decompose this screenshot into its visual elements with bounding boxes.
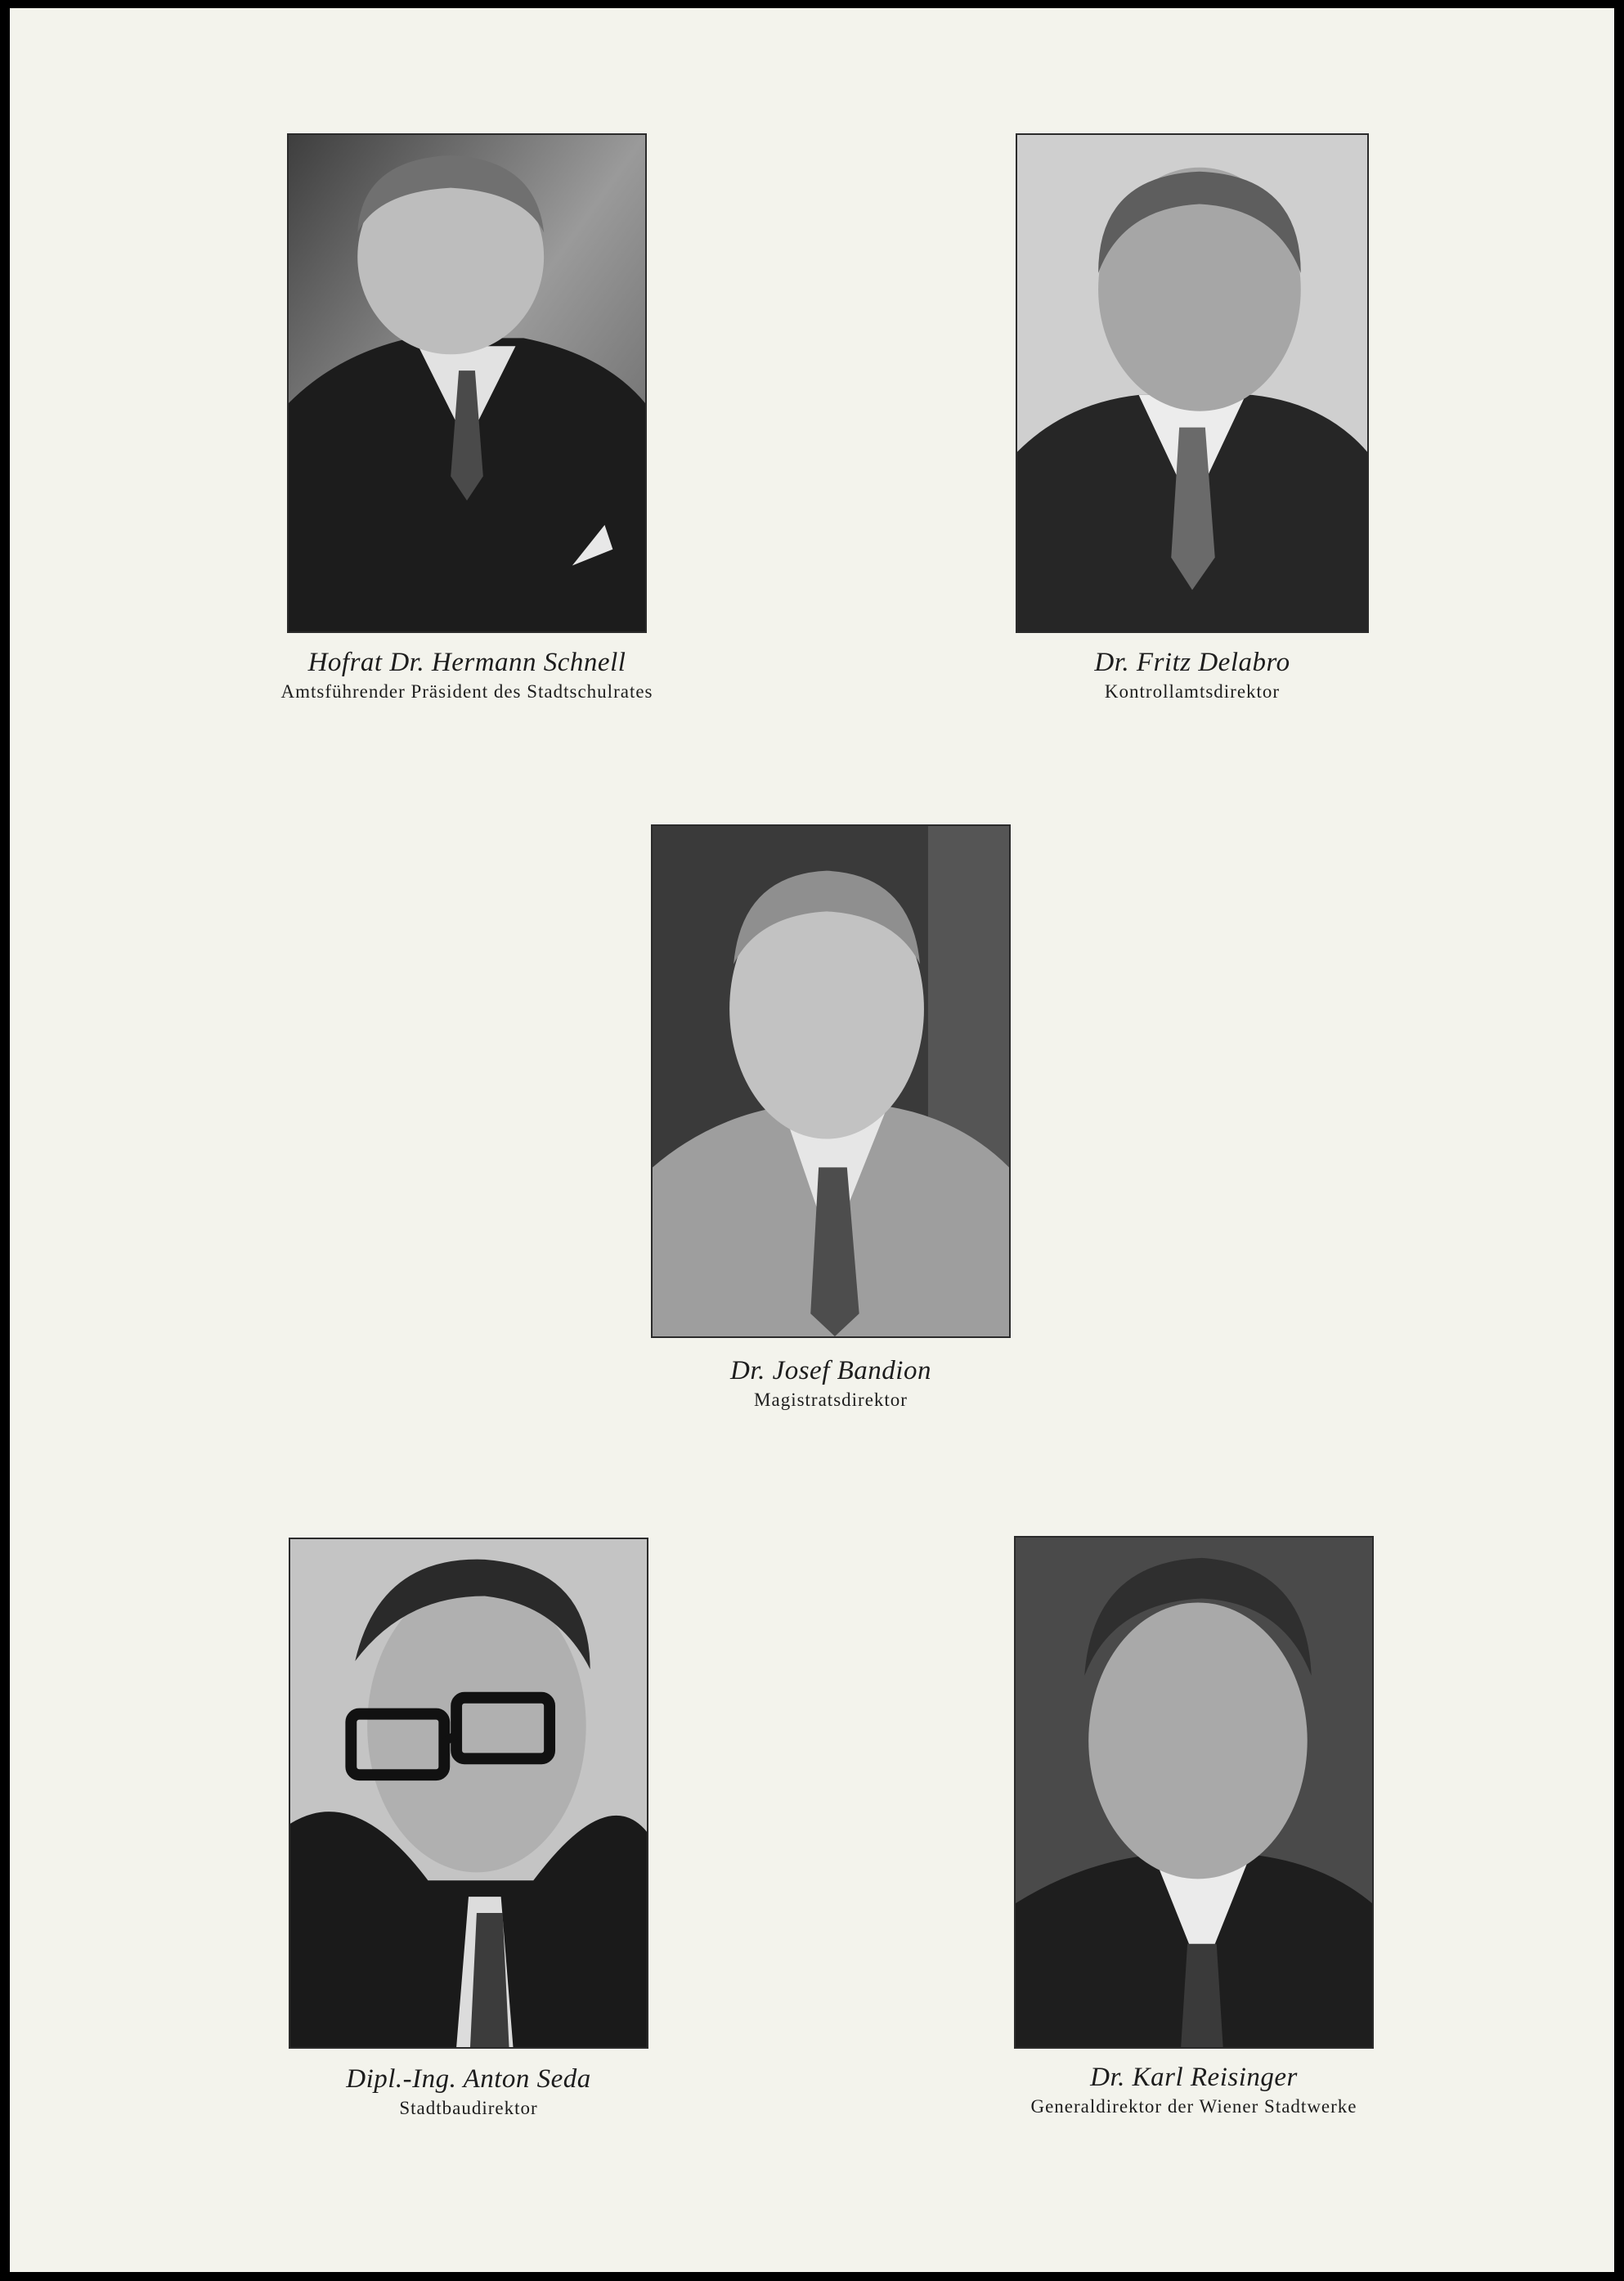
person-name: Dr. Fritz Delabro (1094, 648, 1290, 677)
portrait-photo-delabro (1016, 133, 1369, 633)
portrait-photo-reisinger (1014, 1536, 1374, 2049)
caption-schnell (222, 646, 712, 705)
caption-delabro (947, 646, 1438, 705)
person-title: Amtsführender Präsident des Stadtschulrates (280, 681, 653, 702)
caption-reisinger (949, 2061, 1439, 2120)
caption-seda (223, 2063, 714, 2122)
person-title: Generaldirektor der Wiener Stadtwerke (1030, 2096, 1357, 2117)
person-name: Hofrat Dr. Hermann Schnell (307, 648, 626, 677)
caption-bandion (585, 1354, 1076, 1413)
portrait-photo-bandion (651, 824, 1011, 1338)
person-title: Stadtbaudirektor (399, 2098, 538, 2118)
portrait-photo-schnell (287, 133, 647, 633)
person-title: Magistratsdirektor (754, 1390, 908, 1410)
person-title: Kontrollamtsdirektor (1104, 681, 1281, 702)
person-name: Dr. Josef Bandion (730, 1356, 931, 1385)
portrait-photo-seda (289, 1538, 648, 2049)
person-name: Dipl.-Ing. Anton Seda (346, 2064, 591, 2094)
person-name: Dr. Karl Reisinger (1090, 2063, 1298, 2092)
document-page (10, 8, 1614, 2272)
